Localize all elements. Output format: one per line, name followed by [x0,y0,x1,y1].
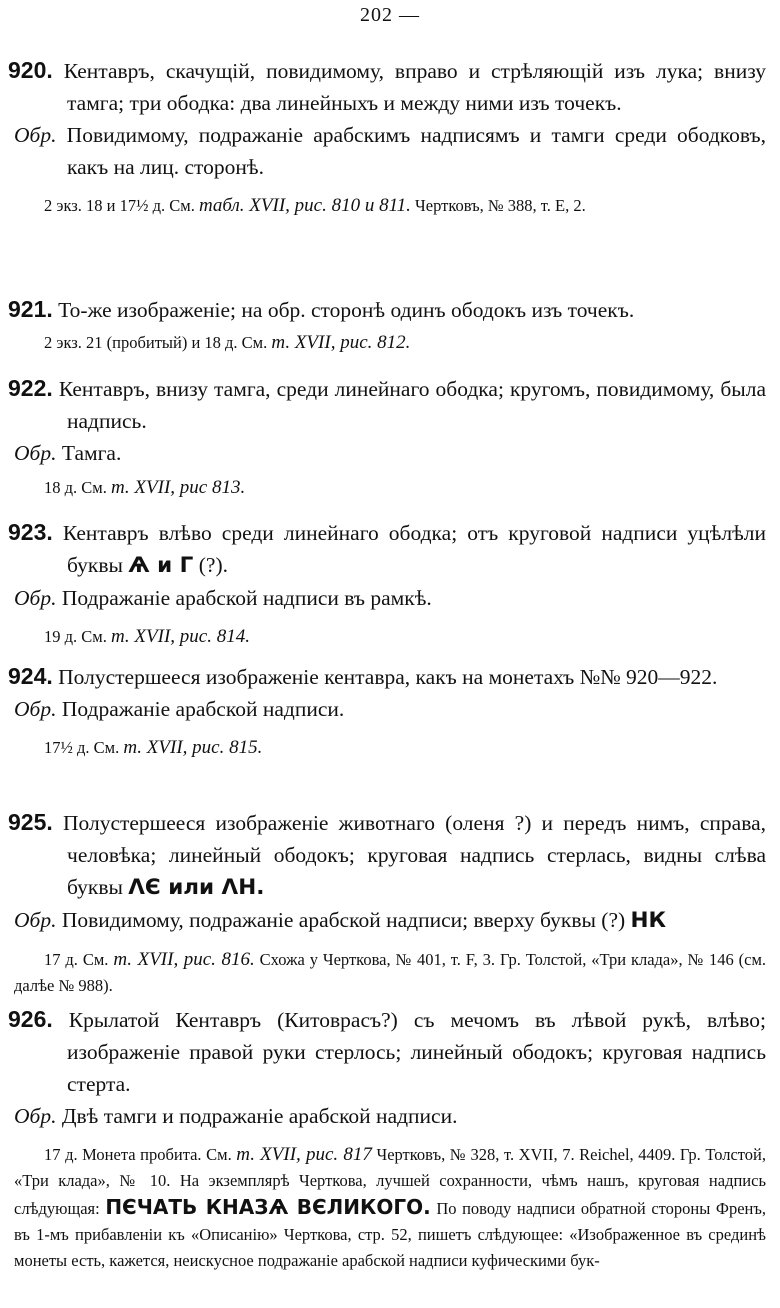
reference-text-continued: По поводу надписи обратной стороны Френъ, въ 1-мъ прибавленіи къ «Описанію» Черткова, стр. 52, пишетъ слѣдующее: «Изображенное въ срединѣ монеты есть, кажется, неискусное подражаніе арабской надписи куфическими бук- [14,1199,767,1270]
entry-text: Кентавръ влѣво среди линейнаго ободка; отъ круговой надписи уцѣлѣли буквы [62,521,767,577]
entry-description [0,293,780,326]
plate-reference: т. XVII, рис. 816. [113,949,255,970]
reverse-label: Обр. [14,697,57,721]
reference-text-tail: Чертковъ, № 328, т. XVII, 7. Reichel, 4409. Гр. Толстой, «Три клада», № 10. На экземплярѣ Черткова, лучшей сохранности, чѣмъ нашъ, круговая надпись слѣдующая: [14,1145,767,1218]
reverse-label: Обр. [14,441,57,465]
entry-923 [0,516,780,650]
reference-text: 18 д. См. [44,478,107,497]
reference-text: 17½ д. См. [44,738,120,757]
reverse-line [0,1100,780,1132]
entry-description [0,54,780,119]
entry-number: 921. [8,296,53,322]
plate-reference: табл. XVII, рис. 810 и 811. [198,195,411,216]
reverse-text: Двѣ тамги и подражаніе арабской надписи. [61,1104,458,1128]
entry-922 [0,372,780,501]
reverse-text: Тамга. [61,441,122,465]
inscription-letters: Ѧ и Г [128,553,194,578]
entry-description [0,660,780,693]
coin-legend: ПЄЧАТЬ КНАЗѦ ВЄЛИКОГО. [105,1195,431,1219]
page-number: 202 — [360,4,420,26]
entry-text: Крылатой Кентавръ (Китоврасъ?) съ мечомъ въ лѣвой рукѣ, влѣво; изображеніе правой руки стерлось; линейный ободокъ; круговая надпись стерта. [67,1008,767,1096]
reference-note [0,193,780,219]
entry-926 [0,1003,780,1274]
entry-text-tail: (?). [198,553,228,577]
plate-reference: т. XVII, рис. 815. [123,737,263,758]
reference-text: 17 д. См. [44,950,109,969]
reference-note [0,947,780,999]
entry-920 [0,54,780,219]
entry-number: 924. [8,663,53,689]
reverse-line [0,437,780,469]
entry-text: Кентавръ, скачущій, повидимому, вправо и стрѣляющій изъ лука; внизу тамга; три ободка: два линейныхъ и между ними изъ точекъ. [63,59,767,115]
reverse-inscription-letters: НК [630,908,667,933]
reverse-line [0,582,780,614]
reference-text-tail: Схожа у Черткова, № 401, т. F, 3. Гр. Толстой, «Три клада», № 146 (см. далѣе № 988). [14,950,767,995]
entry-number: 926. [8,1006,53,1032]
plate-reference: т. XVII, рис. 817 [236,1144,372,1165]
reverse-text: Подражаніе арабской надписи. [61,697,345,721]
entry-number: 920. [8,57,53,83]
reverse-line [0,119,780,183]
reference-text: 2 экз. 21 (пробитый) и 18 д. См. [44,333,268,352]
reverse-line [0,904,780,937]
reverse-label: Обр. [14,908,57,932]
entry-924 [0,660,780,761]
reference-text: 17 д. Монета пробита. См. [44,1145,232,1164]
entry-text: То-же изображеніе; на обр. сторонѣ одинъ ободокъ изъ точекъ. [58,298,635,322]
entry-text: Полустершееся изображеніе кентавра, какъ на монетахъ №№ 920—922. [58,665,718,689]
entry-text: Кентавръ, внизу тамга, среди линейнаго ободка; кругомъ, повидимому, была надпись. [58,377,766,433]
reverse-label: Обр. [14,1104,57,1128]
reverse-label: Обр. [14,123,57,147]
reverse-text: Подражаніе арабской надписи въ рамкѣ. [61,586,432,610]
plate-reference: т. XVII, рис. 812. [271,332,411,353]
reverse-text: Повидимому, подражаніе арабскимъ надписямъ и тамги среди ободковъ, какъ на лиц. сторонѣ. [66,123,766,179]
inscription-letters: ΛЄ или ΛН. [128,875,265,900]
reference-note [0,624,780,650]
entry-description [0,806,780,904]
entry-description [0,1003,780,1100]
reference-text: 19 д. См. [44,627,107,646]
entry-number: 922. [8,375,53,401]
entry-description [0,516,780,582]
reference-text: 2 экз. 18 и 17½ д. См. [44,196,195,215]
reference-note [0,330,780,356]
reference-note [0,735,780,761]
reverse-label: Обр. [14,586,57,610]
entry-description [0,372,780,437]
reference-note [0,475,780,501]
reference-note [0,1142,780,1274]
entry-text: Полустершееся изображеніе животнаго (оленя ?) и передъ нимъ, справа, человѣка; линейный ободокъ; круговая надпись стерлась, видны слѣва буквы [62,811,767,899]
plate-reference: т. XVII, рис. 814. [110,626,250,647]
entry-921 [0,293,780,356]
reverse-text: Повидимому, подражаніе арабской надписи; вверху буквы (?) [61,908,626,932]
reverse-line [0,693,780,725]
plate-reference: т. XVII, рис 813. [110,477,246,498]
reference-text-tail: Чертковъ, № 388, т. E, 2. [415,196,586,215]
entry-number: 925. [8,809,53,835]
entry-925 [0,806,780,999]
entry-number: 923. [8,519,53,545]
